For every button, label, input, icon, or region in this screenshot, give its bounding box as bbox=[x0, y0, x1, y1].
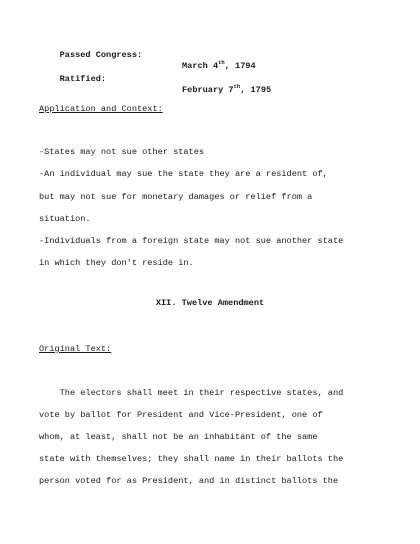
original-text-heading: Original Text: bbox=[39, 344, 112, 354]
application-line: -States may not sue other states bbox=[39, 147, 205, 157]
passed-congress-label: Passed Congress: bbox=[59, 50, 143, 60]
application-line: -Individuals from a foreign state may not sue another state bbox=[39, 236, 344, 246]
original-text-line: vote by ballot for President and Vice-President, one of bbox=[39, 410, 323, 420]
ratified-date: February 7th, 1795 bbox=[182, 83, 272, 95]
application-line: but may not sue for monetary damages or relief from a bbox=[39, 192, 313, 202]
original-text-line: state with themselves; they shall name in their ballots the bbox=[39, 454, 344, 464]
ratified-label: Ratified: bbox=[59, 74, 107, 84]
section-title: XII. Twelve Amendment bbox=[155, 298, 265, 308]
original-text-line: person voted for as President, and in distinct ballots the bbox=[39, 476, 339, 486]
application-line: situation. bbox=[39, 214, 91, 224]
application-heading: Application and Context: bbox=[39, 104, 163, 114]
application-line: in which they don't reside in. bbox=[39, 258, 194, 268]
passed-congress-date: March 4th, 1794 bbox=[182, 59, 256, 71]
application-line: -An individual may sue the state they are a resident of, bbox=[39, 169, 328, 179]
original-text-line: whom, at least, shall not be an inhabitant of the same bbox=[39, 432, 318, 442]
original-text-line: The electors shall meet in their respective states, and bbox=[39, 388, 344, 398]
